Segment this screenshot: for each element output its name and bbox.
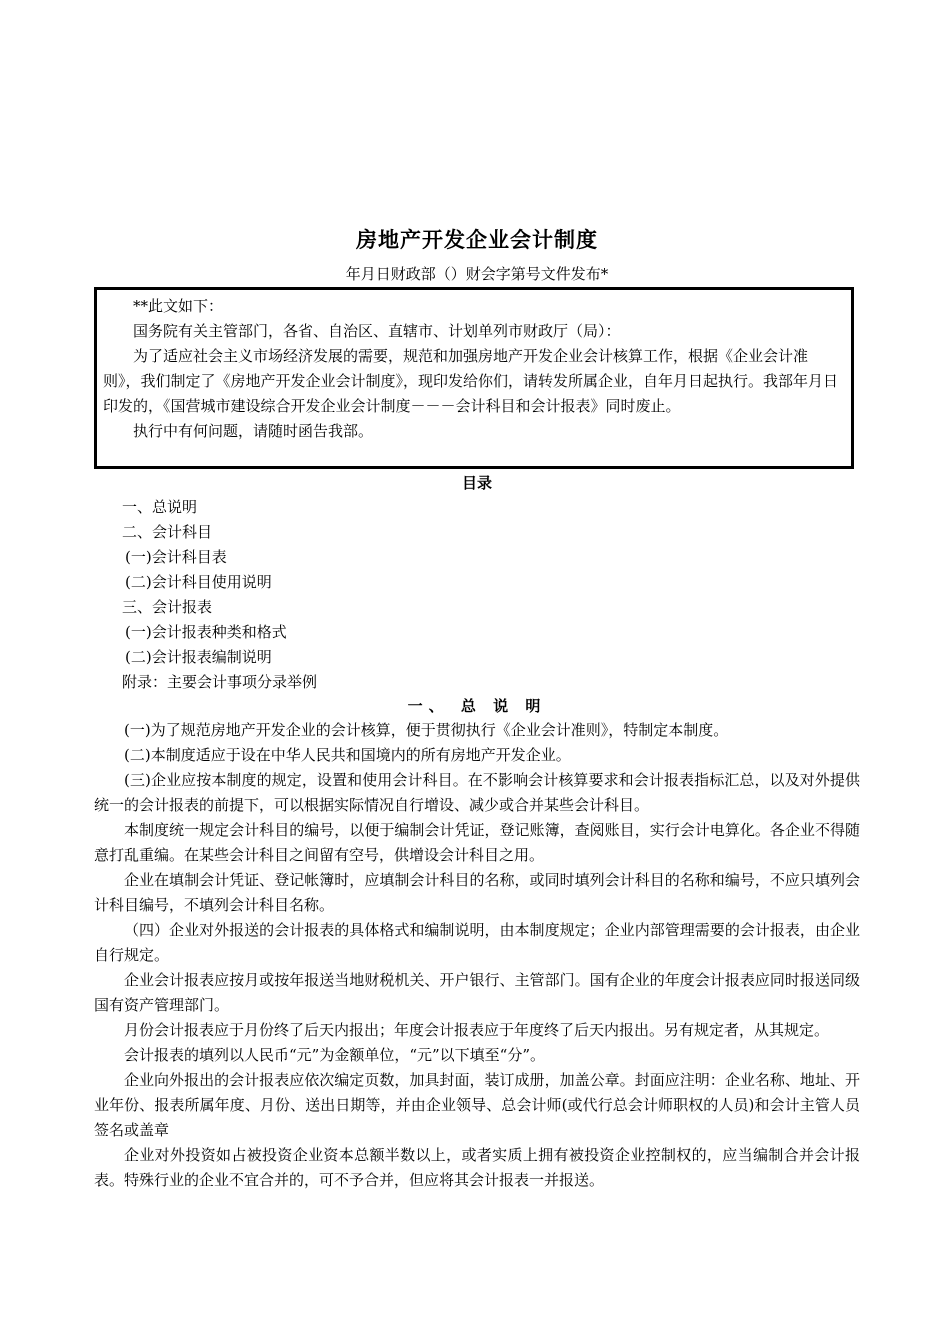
body-paragraph: 企业向外报出的会计报表应依次编定页数，加具封面，装订成册，加盖公章。封面应注明：企业名称、地址、开业年份、报表所属年度、月份、送出日期等，并由企业领导、总会计师(或代行总会计师职权的人员)和会计主管人员签名或盖章 (94, 1071, 860, 1139)
document-title: 房地产开发企业会计制度 (356, 228, 598, 252)
notice-paragraph: 执行中有何问题，请随时函告我部。 (133, 422, 374, 440)
body-paragraph: 本制度统一规定会计科目的编号，以便于编制会计凭证，登记账簿，查阅账目，实行会计电算化。各企业不得随意打乱重编。在某些会计科目之间留有空号，供增设会计科目之用。 (94, 821, 860, 864)
body-paragraph: 会计报表的填列以人民币“元”为金额单位，“元”以下填至“分”。 (124, 1046, 546, 1064)
toc-heading: 目录 (461, 474, 492, 492)
toc-item: (二)会计科目使用说明 (125, 573, 272, 591)
body-paragraph: （四）企业对外报送的会计报表的具体格式和编制说明，由本制度规定；企业内部管理需要的会计报表，由企业自行规定。 (94, 921, 860, 964)
body-paragraph: 企业对外投资如占被投资企业资本总额半数以上，或者实质上拥有被投资企业控制权的，应当编制合并会计报表。特殊行业的企业不宜合并的，可不予合并，但应将其会计报表一并报送。 (94, 1146, 860, 1189)
body-paragraph: (一)为了规范房地产开发企业的会计核算，便于贯彻执行《企业会计准则》，特制定本制度。 (124, 721, 729, 739)
notice-paragraph: **此文如下： (133, 297, 224, 315)
toc-item: 二、会计科目 (122, 523, 213, 541)
document-subtitle: 年月日财政部（）财会字第号文件发布* (345, 265, 609, 283)
section-heading: 一、 总 说 明 (407, 697, 547, 715)
toc-list (122, 495, 317, 695)
toc-item: 三、会计报表 (122, 598, 213, 616)
notice-paragraph: 国务院有关主管部门，各省、自治区、直辖市、计划单列市财政厅（局）： (133, 322, 621, 340)
body-paragraph: (二)本制度适应于设在中华人民共和国境内的所有房地产开发企业。 (124, 746, 571, 764)
body-paragraph: 月份会计报表应于月份终了后天内报出；年度会计报表应于年度终了后天内报出。另有规定者，从其规定。 (124, 1021, 830, 1039)
toc-item: 附录：主要会计事项分录举例 (122, 673, 318, 691)
section-body (94, 718, 860, 1193)
body-paragraph: 企业在填制会计凭证、登记帐簿时，应填制会计科目的名称，或同时填列会计科目的名称和编号，不应只填列会计科目编号，不填列会计科目名称。 (94, 871, 860, 914)
toc-item: (一)会计科目表 (125, 548, 227, 566)
body-paragraph: 企业会计报表应按月或按年报送当地财税机关、开户银行、主管部门。国有企业的年度会计报表应同时报送同级国有资产管理部门。 (94, 971, 860, 1014)
toc-item: (二)会计报表编制说明 (125, 648, 272, 666)
toc-item: 一、总说明 (122, 498, 198, 516)
body-paragraph: (三)企业应按本制度的规定，设置和使用会计科目。在不影响会计核算要求和会计报表指标汇总，以及对外提供统一的会计报表的前提下，可以根据实际情况自行增设、减少或合并某些会计科目。 (94, 771, 860, 814)
notice-paragraph: 为了适应社会主义市场经济发展的需要，规范和加强房地产开发企业会计核算工作，根据《企业会计准则》，我们制定了《房地产开发企业会计制度》，现印发给你们，请转发所属企业，自年月日起执行。我部年月日印发的，《国营城市建设综合开发企业会计制度－－－会计科目和会计报表》同时废止。 (103, 347, 839, 415)
notice-box (94, 287, 854, 469)
toc-item: (一)会计报表种类和格式 (125, 623, 287, 641)
